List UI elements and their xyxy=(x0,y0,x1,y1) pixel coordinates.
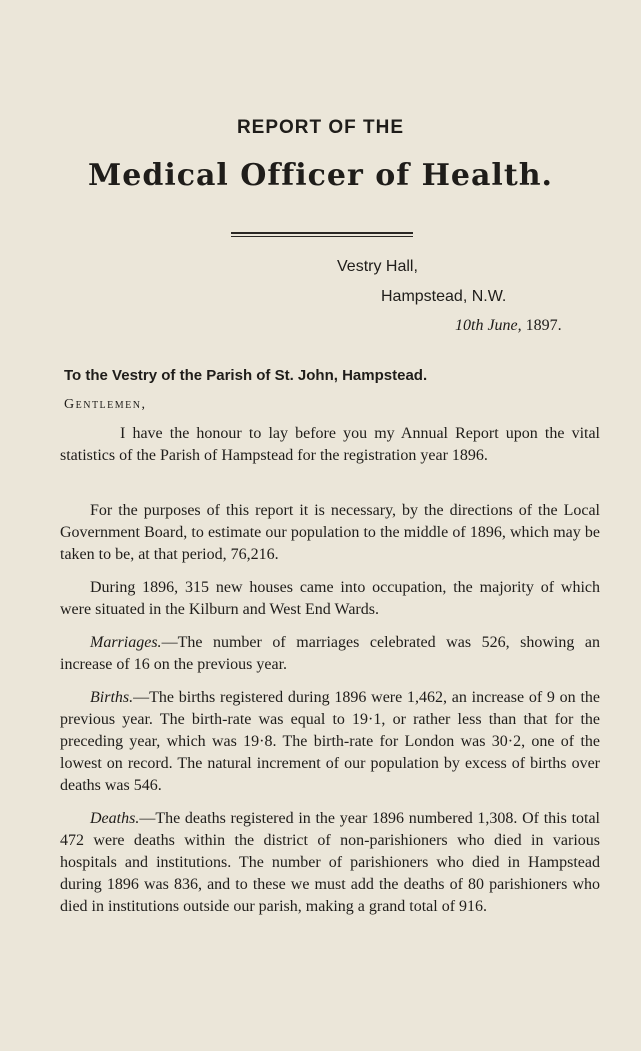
paragraph-marriages xyxy=(60,632,600,676)
salutation: Gentlemen, xyxy=(64,397,147,412)
report-heading: REPORT OF THE xyxy=(236,117,405,138)
addressee: To the Vestry of the Parish of St. John, Hampstead. xyxy=(64,367,428,384)
address-line-2: Hampstead, N.W. xyxy=(381,288,507,305)
address-line-1: Vestry Hall, xyxy=(337,258,418,275)
marriages-heading: Marriages. xyxy=(90,634,162,651)
marriages-text: —The number of marriages celebrated was 526, showing an increase of 16 on the previous year. xyxy=(60,634,600,673)
address-date xyxy=(455,317,562,335)
paragraph-births xyxy=(60,687,600,797)
paragraph-houses: During 1896, 315 new houses came into occupation, the majority of which were situated in the Kilburn and West End Wards. xyxy=(60,579,600,618)
date-day: 10th June, xyxy=(455,317,522,334)
births-text: —The births registered during 1896 were 1,462, an increase of 9 on the previous year. The birth-rate was equal to 19·1, or rather less than that for the preceding year, which was 19·8. The birth-rate for London was 30·2, one of the lowest on record. The natural increment of our population by excess of births over deaths was 546. xyxy=(60,689,600,794)
paragraph-deaths xyxy=(60,808,600,918)
births-heading: Births. xyxy=(90,689,134,706)
date-year: 1897. xyxy=(521,317,562,334)
title-rule-thick xyxy=(231,232,413,234)
title-rule-thin xyxy=(231,236,413,237)
deaths-text: —The deaths registered in the year 1896 numbered 1,308. Of this total 472 were deaths within the district of non-parishioners who died in various hospitals and institutions. The number of parishioners who died in Hampstead during 1896 was 836, and to these we must add the deaths of 80 parishioners who died in institutions outside our parish, making a grand total of 916. xyxy=(60,810,600,915)
report-title: Medical Officer of Health. xyxy=(88,158,553,193)
paragraph-population: For the purposes of this report it is necessary, by the directions of the Local Government Board, to estimate our population to the middle of 1896, which may be taken to be, at that period, 76,216. xyxy=(60,502,600,563)
deaths-heading: Deaths. xyxy=(90,810,140,827)
paragraph-intro: I have the honour to lay before you my Annual Report upon the vital statistics of the Parish of Hampstead for the registration year 1896. xyxy=(60,425,600,464)
